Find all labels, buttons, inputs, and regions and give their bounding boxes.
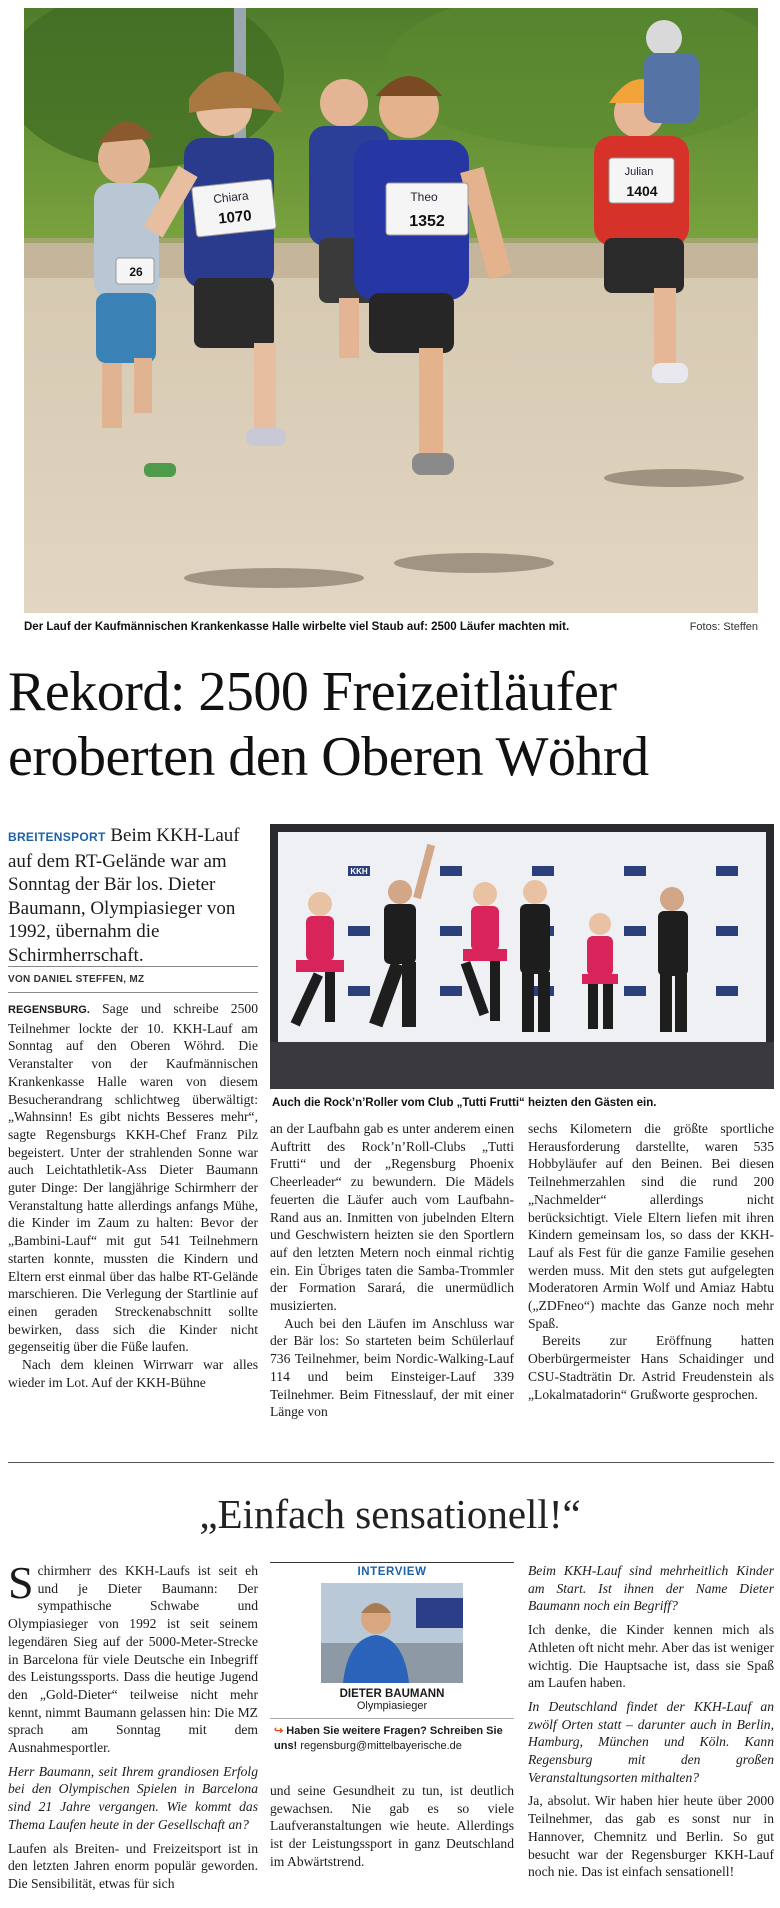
person-name: DIETER BAUMANN [339, 1688, 445, 1700]
interview-box-rule-2 [270, 1718, 514, 1719]
article-column-3 [528, 1120, 774, 1403]
bib-julian-name: Julian [624, 166, 654, 178]
bib-chiara-name: Chiara [212, 188, 250, 207]
bib-chiara [192, 179, 277, 237]
interview-column-1 [8, 1557, 258, 1893]
article-column-1 [8, 1000, 258, 1391]
interview-intro [8, 1557, 258, 1757]
byline-rule-top [8, 966, 258, 967]
portrait-image [321, 1583, 463, 1683]
portrait [321, 1583, 463, 1683]
article-paragraph-1-text: Sage und schreibe 2500 Teilnehmer lockte der 10. KKH-Lauf am Sonntag auf den Oberen Wöhrd. Die Veranstalter von der Kaufmännischen Krankenkasse Halle waren von diesem Besucherandrang schlichtweg überwältigt: „Wahnsinn! Es gibt nichts Besseres mehr“, sagte Regensburgs KKH-Chef Franz Pilz begeistert. Unter der strahlenden Sonne war auch Leichtathletik-Ass Dieter Baumann guter Dinge: Der langjährige Schirmherr der Veranstaltung hatte allerdings anfangs Mühe, die Kinder im Zaum zu halten: Bevor der „Bambini-Lauf“ mit gut 541 Teilnehmern starten konnte, mussten die Kindern und Eltern erst einmal über das halbe RT-Gelände marschieren. Die Verlegung der Startlinie auf einen geraden Streckenabschnitt sollte bewirken, dass sich die Kinder nicht gegenseitig über die Füße laufen. [8, 1001, 258, 1355]
person-role: Olympiasieger [356, 1700, 428, 1712]
interview-box [270, 1562, 514, 1770]
question-3: In Deutschland findet der KKH-Lauf an zwölf Orten statt – darunter auch in Berlin, Hamburg, München und Köln. Kann Regensburg mit den großen Veranstaltungsorten mithalten? [528, 1698, 774, 1785]
contact-email[interactable]: regensburg@mittelbayerische.de [300, 1740, 462, 1752]
top-photo [24, 8, 758, 613]
running-children-image [24, 8, 758, 613]
article-paragraph-1 [8, 1000, 258, 1356]
headline-line-1: Rekord: 2500 Freizeitläufer [8, 661, 617, 723]
arrow-icon: ↪ [274, 1725, 284, 1737]
interview-label: INTERVIEW [357, 1566, 427, 1578]
bib-chiara-number: 1070 [217, 207, 253, 228]
answer-3: Ja, absolut. Wir haben hier heute über 2000 Teilnehmer, das gab es sonst nur in Hannover, Chemnitz und Berlin. So gut besucht war der Regensburger KKH-Lauf noch nie. Das ist einfach sensationell! [528, 1793, 774, 1880]
bib-theo [386, 183, 468, 235]
photo-credit: Fotos: Steffen [689, 621, 758, 633]
answer-1-start: Laufen als Breiten- und Freizeitsport ist in den letzten Jahren enorm populär geworden. Die Sensibilität, etwas für sich [8, 1840, 258, 1891]
answer-2: Ich denke, die Kinder kennen mich als Athleten oft nicht mehr. Aber das ist weniger wichtig. Die Hauptsache ist, dass sie Spaß am Laufen haben. [528, 1622, 774, 1691]
article-paragraph-6: Bereits zur Eröffnung hatten Oberbürgermeister Hans Schaidinger und CSU-Stadträtin Dr. Astrid Freudenstein als „Lokalmatadorin“ Grußworte gesprochen. [528, 1333, 774, 1402]
headline-line-2: eroberten den Oberen Wöhrd [8, 726, 649, 788]
article-paragraph-5: sechs Kilometern die größte sportliche Herausforderung darstellte, waren 535 Hobbyläufer auf den Beinen. Bei diesen Teilnehmerzahlen sind die rund 200 „Nachmelder“ allerdings nicht berücksichtigt. Viele Eltern liefen mit ihren Kindern gemeinsam los, so dass der KKH-Lauf als Fest für die ganze Familie gesehen werden muss. Mit den stets gut aufgelegten Moderatoren Armin Wolf und Amiaz Habtu („ZDFneo“) machte das Ganze noch mehr Spaß. [528, 1121, 774, 1331]
dance-photo [270, 824, 774, 1089]
contact-question: Haben Sie weitere Fragen? Schreiben Sie uns! [274, 1725, 503, 1752]
bib-left [116, 258, 154, 284]
article-paragraph-2: Nach dem kleinen Wirrwarr war alles wieder im Lot. Auf der KKH-Bühne [8, 1357, 258, 1390]
contact-prompt [270, 1724, 514, 1754]
top-photo-caption [24, 621, 758, 633]
dropcap: S [8, 1557, 34, 1608]
question-2: Beim KKH-Lauf sind mehrheitlich Kinder am Start. Ist ihnen der Name Dieter Baumann noch ein Begriff? [528, 1563, 774, 1614]
interview-headline: „Einfach sensationell!“ [199, 1491, 581, 1537]
bib-theo-number: 1352 [409, 213, 445, 230]
article-paragraph-3: an der Laufbahn gab es unter anderem einen Auftritt des Rock’n’Roll-Clubs „Tutti Frutti“ und der „Regensburg Phoenix Cheerleader“ zu bewundern. Die Mädels feuerten die Läufer auch vom Laufbahn-Rand aus an. Inmitten von jubelnden Eltern und Geschwistern heizten sie den Sportlern auf den letzten Metern noch einmal richtig ein. Ein Übriges taten die Samba-Trommler der Formation Sarará, die unermüdlich musizierten. [270, 1121, 514, 1314]
interview-intro-text: chirmherr des KKH-Laufs ist seit eh und je Dieter Baumann: Der sympathische Schwabe und Olympiasieger von 1992 ist seit seinem legendären Sieg auf der 5000-Meter-Strecke in Barcelona für viele Deutsche ein Inbegriff des Leistungssports. Dass die heutige Jugend den „Gold-Dieter“ teilweise nicht mehr kennt, nimmt Baumann gelassen hin: Die MZ sprach am Sonntag mit dem Ausnahmesportler. [8, 1563, 258, 1756]
headline [8, 660, 778, 790]
kicker: BREITENSPORT [8, 830, 106, 844]
section-divider [8, 1462, 774, 1463]
teaser [8, 824, 258, 967]
bib-theo-name: Theo [410, 190, 438, 204]
dancers-image [270, 824, 774, 1089]
dance-photo-caption: Auch die Rock’n’Roller vom Club „Tutti Frutti“ heizten den Gästen ein. [272, 1097, 657, 1109]
interview-column-2 [270, 1782, 514, 1871]
bib-left-number: 26 [129, 265, 143, 279]
banner-logo: KKH [350, 867, 368, 876]
question-1: Herr Baumann, seit Ihrem grandiosen Erfolg bei den Olympischen Spielen in Barcelona sind 21 Jahre vergangen. Wie kommt das Thema Laufen heute in der Gesellschaft an? [8, 1763, 258, 1832]
top-photo-caption-text: Der Lauf der Kaufmännischen Krankenkasse Halle wirbelte viel Staub auf: 2500 Läufer machten mit. [24, 621, 570, 633]
teaser-text: Beim KKH-Lauf auf dem RT-Gelände war am Sonntag der Bär los. Dieter Baumann, Olympiasieger von 1992, übernahm die Schirmherrschaft. [8, 825, 240, 966]
dateline: REGENSBURG. [8, 1004, 90, 1016]
byline-rule-bottom [8, 992, 258, 993]
answer-1-end: und seine Gesundheit zu tun, ist deutlich gewachsen. Nie gab es so viele Laufveranstaltungen wie heute. Allerdings ist der Leistungssport in ganz Deutschland im Abwärtstrend. [270, 1783, 514, 1869]
bib-julian-number: 1404 [626, 183, 658, 199]
byline: VON DANIEL STEFFEN, MZ [8, 974, 145, 985]
interview-box-rule [270, 1562, 514, 1563]
article-paragraph-4: Auch bei den Läufen im Anschluss war der Bär los: So starteten beim Schülerlauf 736 Teilnehmer, beim Nordic-Walking-Lauf 114 und beim Einsteiger-Lauf 339 Teilnehmer. Beim Fitnesslauf, der mit einer Länge von [270, 1315, 514, 1420]
article-column-2 [270, 1120, 514, 1421]
bib-julian [609, 158, 674, 203]
interview-column-3 [528, 1562, 774, 1881]
